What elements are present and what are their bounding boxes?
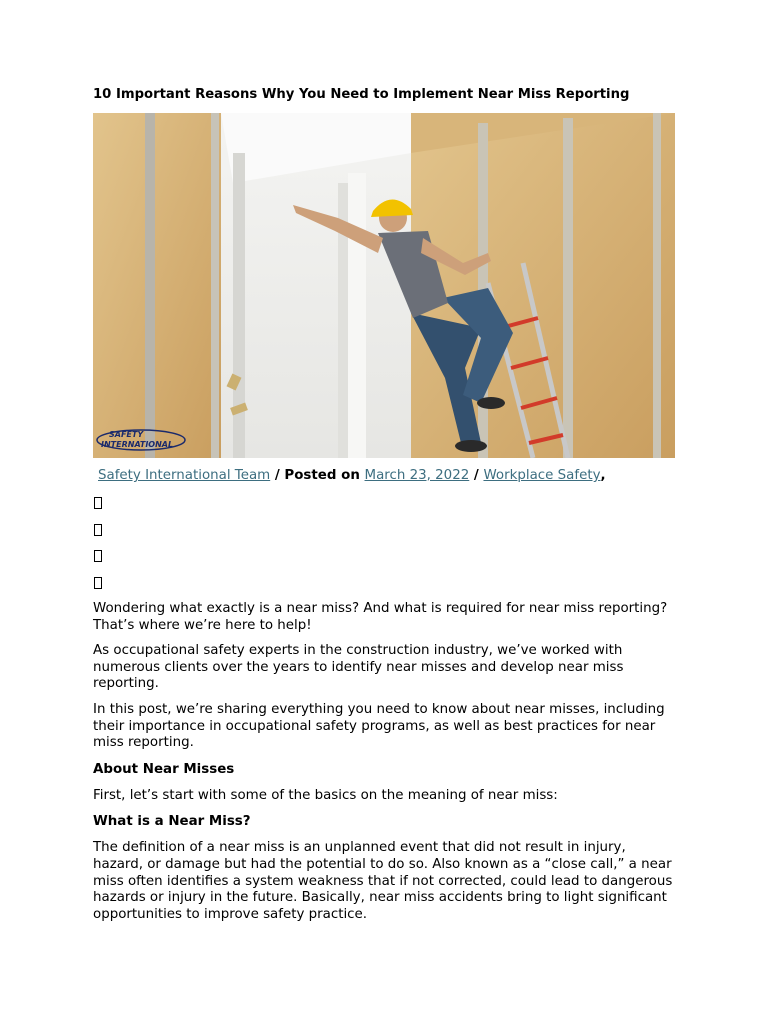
about-paragraph: First, let’s start with some of the basics on the meaning of near miss: <box>93 787 558 803</box>
intro-paragraph-3: In this post, we’re sharing everything you need to know about near misses, including their importance in occupational safety programs, as well as best practices for near miss reporting. <box>93 701 665 751</box>
share-icon-2[interactable] <box>94 524 102 536</box>
worker-falling-illustration <box>93 113 675 458</box>
share-icon-4[interactable] <box>94 577 102 589</box>
posted-label: / Posted on <box>270 468 365 483</box>
article-body <box>93 601 675 923</box>
date-link[interactable]: March 23, 2022 <box>364 468 470 483</box>
hero-image <box>93 113 675 458</box>
byline-separator: / <box>469 468 484 483</box>
intro-paragraph-1: Wondering what exactly is a near miss? And what is required for near miss reporting? That’s where we’re here to help! <box>93 601 668 633</box>
svg-text:INTERNATIONAL: INTERNATIONAL <box>101 440 174 449</box>
intro-paragraph-2: As occupational safety experts in the construction industry, we’ve worked with numerous clients over the years to identify near misses and develop near miss reporting. <box>93 643 624 692</box>
article <box>93 86 675 932</box>
article-title: 10 Important Reasons Why You Need to Implement Near Miss Reporting <box>93 87 630 102</box>
share-item[interactable] <box>93 494 675 521</box>
safety-international-logo <box>95 426 187 452</box>
heading-about-near-misses: About Near Misses <box>93 761 235 777</box>
share-item[interactable] <box>93 547 675 574</box>
heading-what-is-near-miss: What is a Near Miss? <box>93 814 251 830</box>
category-link[interactable]: Workplace Safety <box>483 468 601 483</box>
share-icons-list <box>93 494 675 600</box>
article-byline <box>93 467 675 484</box>
byline-trailing-comma: , <box>600 468 606 483</box>
share-item[interactable] <box>93 574 675 601</box>
share-icon-3[interactable] <box>94 550 102 562</box>
share-item[interactable] <box>93 521 675 548</box>
svg-text:SAFETY: SAFETY <box>109 430 144 439</box>
share-icon-1[interactable] <box>94 497 102 509</box>
author-link[interactable]: Safety International Team <box>98 468 271 483</box>
definition-paragraph: The definition of a near miss is an unplanned event that did not result in injury, hazard, or damage but had the potential to do so. Also known as a “close call,” a near miss often identifies a system weakness that if not corrected, could lead to dangerous hazards or injury in the future. Basically, near miss accidents bring to light significant opportunities to improve safety practice. <box>93 840 673 922</box>
